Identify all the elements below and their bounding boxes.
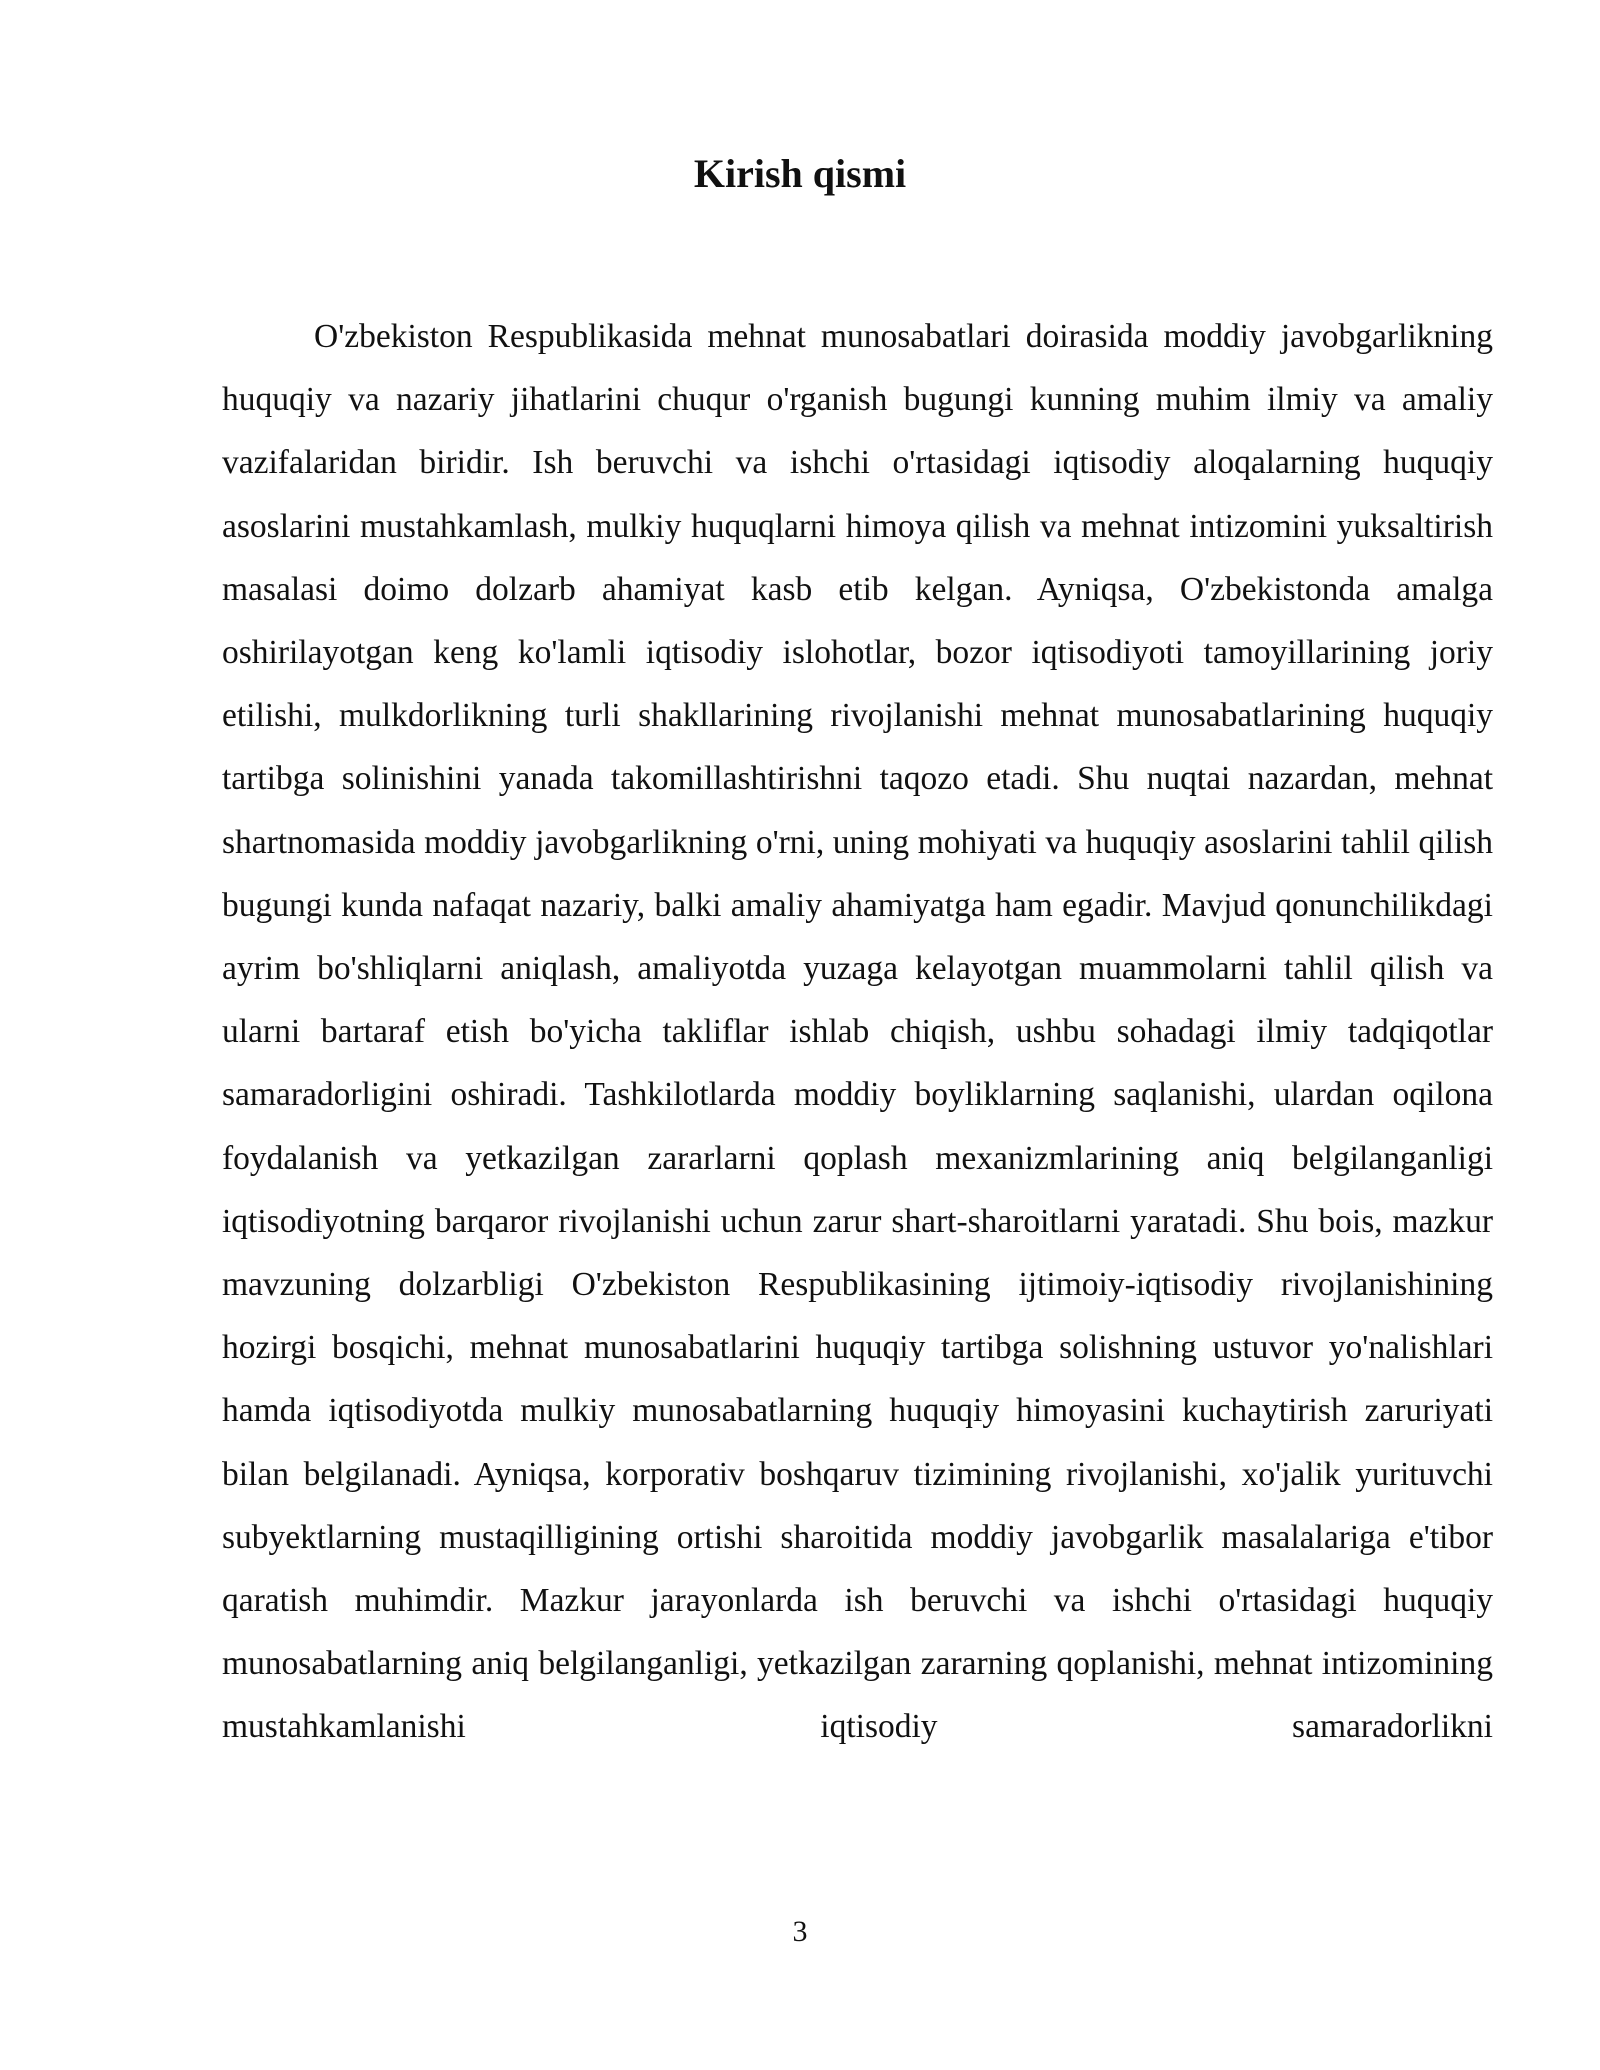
body-paragraph: O'zbekiston Respublikasida mehnat munosabatlari doirasida moddiy javobgarlikning huquqiy va nazariy jihatlarini chuqur o'rganish bugungi kunning muhim ilmiy va amaliy vazifalaridan biridir. Ish beruvchi va ishchi o'rtasidagi iqtisodiy aloqalarning huquqiy asoslarini mustahkamlash, mulkiy huquqlarni himoya qilish va mehnat intizomini yuksaltirish masalasi doimo dolzarb ahamiyat kasb etib kelgan. Ayniqsa, O'zbekistonda amalga oshirilayotgan keng ko'lamli iqtisodiy islohotlar, bozor iqtisodiyoti tamoyillarining joriy etilishi, mulkdorlikning turli shakllarining rivojlanishi mehnat munosabatlarining huquqiy tartibga solinishini yanada takomillashtirishni taqozo etadi. Shu nuqtai nazardan, mehnat shartnomasida moddiy javobgarlikning o'rni, uning mohiyati va huquqiy asoslarini tahlil qilish bugungi kunda nafaqat nazariy, balki amaliy ahamiyatga ham egadir. Mavjud qonunchilikdagi ayrim bo'shliqlarni aniqlash, amaliyotda yuzaga kelayotgan muammolarni tahlil qilish va ularni bartaraf etish bo'yicha takliflar ishlab chiqish, ushbu sohadagi ilmiy tadqiqotlar samaradorligini oshiradi. Tashkilotlarda moddiy boyliklarning saqlanishi, ulardan oqilona foydalanish va yetkazilgan zararlarni qoplash mexanizmlarining aniq belgilanganligi iqtisodiyotning barqaror rivojlanishi uchun zarur shart-sharoitlarni yaratadi. Shu bois, mazkur mavzuning dolzarbligi O'zbekiston Respublikasining ijtimoiy-iqtisodiy rivojlanishining hozirgi bosqichi, mehnat munosabatlarini huquqiy tartibga solishning ustuvor yo'nalishlari hamda iqtisodiyotda mulkiy munosabatlarning huquqiy himoyasini kuchaytirish zaruriyati bilan belgilanadi. Ayniqsa, korporativ boshqaruv tizimining rivojlanishi, xo'jalik yurituvchi subyektlarning mustaqilligining ortishi sharoitida moddiy javobgarlik masalalariga e'tibor qaratish muhimdir. Mazkur jarayonlarda ish beruvchi va ishchi o'rtasidagi huquqiy munosabatlarning aniq belgilanganligi, yetkazilgan zararning qoplanishi, mehnat intizomining mustahkamlanishi iqtisodiy samaradorlikni bbox=[222, 318, 1493, 1746]
page-number: 3 bbox=[792, 1915, 808, 1948]
page-title: Kirish qismi bbox=[693, 151, 907, 196]
